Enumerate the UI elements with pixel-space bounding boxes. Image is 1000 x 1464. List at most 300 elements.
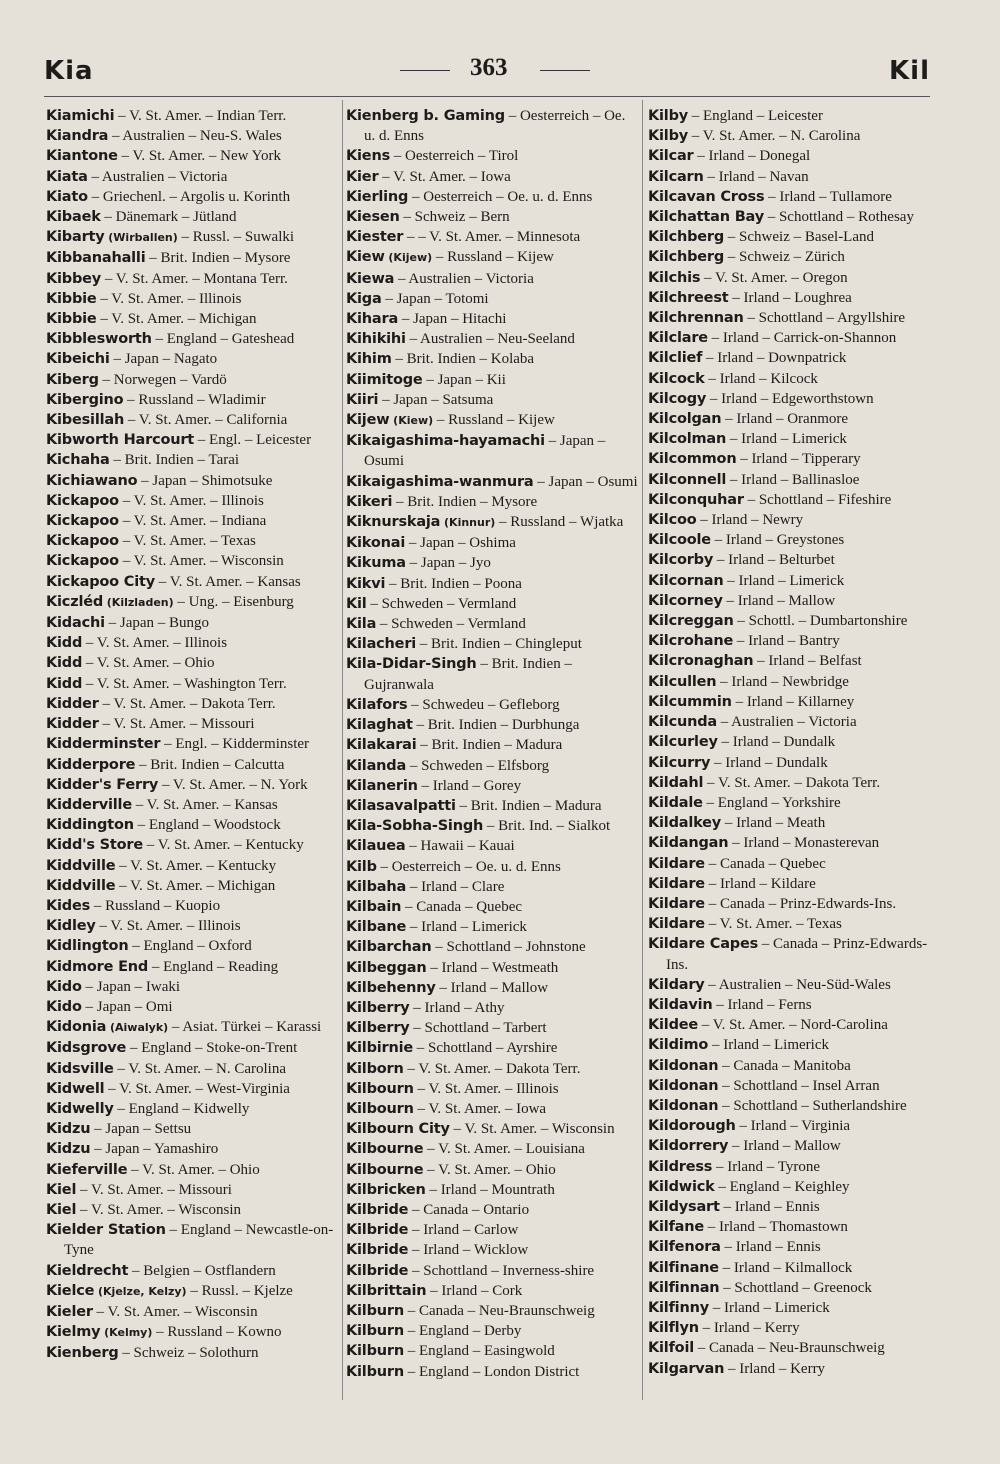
entry-name: Kilconquhar	[648, 491, 744, 508]
page-header	[0, 48, 1000, 92]
entry-location: – England – Keighley	[718, 1178, 850, 1195]
entry-name: Kilcarn	[648, 168, 704, 185]
entry-location: – Irland – Limerick	[727, 572, 845, 589]
entry-name: Kilcummin	[648, 693, 732, 710]
entry-location: – Irland – Gorey	[421, 777, 522, 794]
gazetteer-entry	[346, 1119, 638, 1139]
gazetteer-entry	[46, 896, 338, 916]
entry-name: Kilbourne	[346, 1161, 424, 1178]
entry-name: Kijew	[346, 412, 390, 429]
entry-location: – Russland – Wjatka	[499, 514, 624, 531]
entry-location: – Irland – Bantry	[736, 633, 840, 650]
gazetteer-entry	[648, 1258, 942, 1278]
entry-name: Kilaghat	[346, 717, 413, 734]
entry-location: – Irland – Ennis	[723, 1198, 820, 1215]
entry-location: – Irland – Newry	[700, 512, 804, 529]
entry-name: Kildonan	[648, 1097, 719, 1114]
entry-location: – Australien – Neu-Süd-Wales	[708, 976, 891, 993]
entry-name: Kilbride	[346, 1242, 409, 1259]
gazetteer-entry	[46, 613, 338, 633]
entry-location: – V. St. Amer. – Indian Terr.	[118, 108, 287, 124]
entry-alternate-name: (Kiew)	[393, 414, 434, 428]
entry-alternate-name: (Kjelze, Kelzy)	[98, 1284, 187, 1298]
entry-name: Kickapoo	[46, 492, 119, 509]
entry-location: – England – Kidwelly	[117, 1100, 250, 1117]
entry-location: – Hawaii – Kauai	[409, 838, 515, 855]
entry-name: Kidwell	[46, 1080, 105, 1097]
gazetteer-entry	[346, 533, 638, 553]
gazetteer-entry	[346, 634, 638, 654]
entry-name: Kibergino	[46, 391, 124, 408]
entry-name: Kierling	[346, 188, 409, 205]
entry-name: Kildorrery	[648, 1138, 729, 1155]
gazetteer-entry	[648, 409, 942, 429]
entry-name: Kibaek	[46, 209, 101, 226]
entry-name: Kilcock	[648, 370, 705, 387]
gazetteer-entry	[648, 146, 942, 166]
entry-name: Kilcullen	[648, 673, 717, 690]
gazetteer-entry	[346, 1341, 638, 1361]
gazetteer-entry	[346, 349, 638, 369]
entry-location: – England – Derby	[407, 1323, 522, 1340]
entry-name: Kikeri	[346, 493, 393, 510]
entry-name: Kila-Didar-Singh	[346, 656, 477, 673]
entry-location: – V. St. Amer. – New York	[121, 148, 281, 165]
entry-name: Kiel	[46, 1201, 77, 1218]
entry-location: – V. St. Amer. – Iowa	[417, 1100, 547, 1117]
entry-location: – Irland – Tullamore	[768, 188, 892, 205]
entry-location: – Irland – Cork	[430, 1282, 523, 1299]
entry-name: Kikuma	[346, 555, 406, 572]
entry-location: – Irland – Kildare	[708, 875, 816, 892]
entry-location: – Oesterreich – Oe. u. d. Enns	[364, 108, 626, 145]
gazetteer-entry	[46, 714, 338, 734]
entry-name: Kiddville	[46, 857, 116, 874]
gazetteer-entry	[346, 512, 638, 533]
gazetteer-entry	[346, 958, 638, 978]
entry-name: Kildavin	[648, 996, 713, 1013]
gazetteer-entry	[648, 1096, 942, 1116]
entry-name: Kildare	[648, 875, 705, 892]
entry-name: Kilb	[346, 858, 377, 875]
entry-location: – Australien – Neu-Seeland	[409, 331, 575, 348]
entry-column-3	[648, 106, 942, 1379]
gazetteer-entry	[46, 248, 338, 268]
gazetteer-entry	[46, 876, 338, 896]
entry-location: – Russland – Kijew	[436, 412, 555, 429]
entry-name: Kickapoo	[46, 533, 119, 550]
entry-name: Kilcommon	[648, 451, 737, 468]
gazetteer-entry	[648, 449, 942, 469]
column-divider	[342, 100, 343, 1400]
entry-name: Kilbehenny	[346, 979, 436, 996]
gazetteer-entry	[346, 247, 638, 268]
entry-name: Kidd	[46, 675, 83, 692]
entry-name: Kilchrennan	[648, 310, 744, 327]
entry-name: Kilflyn	[648, 1320, 699, 1337]
gazetteer-entry	[346, 1220, 638, 1240]
entry-name: Kilbarchan	[346, 939, 432, 956]
entry-location: – Irland – Tipperary	[740, 451, 861, 468]
entry-location: – V. St. Amer. – N. Carolina	[691, 128, 861, 145]
gazetteer-entry	[46, 1017, 338, 1038]
gazetteer-entry	[346, 877, 638, 897]
gazetteer-entry	[346, 1079, 638, 1099]
gazetteer-entry	[46, 653, 338, 673]
entry-location: – England – Reading	[151, 958, 279, 975]
gazetteer-entry	[648, 369, 942, 389]
entry-name: Kildonan	[648, 1077, 719, 1094]
gazetteer-entry	[346, 1099, 638, 1119]
gazetteer-entry	[346, 715, 638, 735]
entry-name: Kildahl	[648, 774, 704, 791]
entry-location: – V. St. Amer. – Louisiana	[427, 1141, 585, 1158]
entry-name: Kilakarai	[346, 737, 417, 754]
gazetteer-entry	[46, 1160, 338, 1180]
gazetteer-entry	[648, 914, 942, 934]
gazetteer-entry	[648, 732, 942, 752]
entry-name: Kilchberg	[648, 249, 725, 266]
entry-location: – Irland – Downpatrick	[706, 350, 847, 367]
entry-name: Kidd's Store	[46, 837, 144, 854]
gazetteer-entry	[648, 1035, 942, 1055]
entry-location: – V. St. Amer. – Texas	[708, 916, 842, 933]
entry-name: Kickapoo City	[46, 573, 155, 590]
gazetteer-entry	[46, 997, 338, 1017]
entry-location: – V. St. Amer. – West-Virginia	[108, 1080, 290, 1097]
gazetteer-entry	[346, 1281, 638, 1301]
entry-location: – Canada – Manitoba	[722, 1057, 851, 1074]
entry-location: – V. St. Amer. – Nord-Carolina	[701, 1017, 888, 1034]
gazetteer-entry	[46, 349, 338, 369]
gazetteer-entry	[46, 1281, 338, 1302]
gazetteer-entry	[46, 1343, 338, 1363]
entry-name: Kiew	[346, 249, 385, 266]
entry-name: Kilclare	[648, 330, 708, 347]
entry-name: Kibbie	[46, 311, 97, 328]
entry-name: Kiberg	[46, 371, 99, 388]
entry-name: Kilbourn	[346, 1100, 414, 1117]
gazetteer-entry	[346, 289, 638, 309]
entry-location: – Japan – Hitachi	[401, 311, 507, 328]
entry-location: – V. St. Amer. – Wisconsin	[79, 1201, 242, 1218]
gazetteer-entry	[46, 471, 338, 491]
entry-column-1	[46, 106, 338, 1364]
gazetteer-entry	[346, 857, 638, 877]
entry-location: – Schottland – Rothesay	[767, 209, 914, 226]
gazetteer-entry	[46, 916, 338, 936]
entry-location: – V. St. Amer. – Illinois	[122, 492, 264, 509]
gazetteer-entry	[346, 187, 638, 207]
entry-alternate-name: (Kinnur)	[444, 516, 496, 530]
entry-location: – Japan – Satsuma	[382, 391, 494, 408]
entry-name: Kidd	[46, 655, 83, 672]
entry-name: Kilbirnie	[346, 1040, 414, 1057]
entry-location: – England – Leicester	[691, 108, 823, 124]
gazetteer-entry	[648, 1015, 942, 1035]
gazetteer-entry	[346, 329, 638, 349]
entry-name: Kibblesworth	[46, 331, 152, 348]
entry-location: – Irland – Thomastown	[707, 1219, 848, 1236]
gazetteer-entry	[346, 836, 638, 856]
entry-name: Kiamichi	[46, 108, 115, 124]
gazetteer-entry	[346, 654, 638, 694]
entry-alternate-name: (Aiwalyk)	[109, 1021, 169, 1035]
entry-name: Kilcornan	[648, 572, 724, 589]
entry-name: Kilcoole	[648, 532, 711, 549]
entry-name: Kibarty	[46, 229, 105, 246]
entry-name: Kibbanahalli	[46, 250, 146, 267]
gazetteer-entry	[346, 1301, 638, 1321]
entry-location: – Irland – Mallow	[726, 592, 836, 609]
gazetteer-entry	[346, 1240, 638, 1260]
header-rule	[44, 96, 930, 97]
entry-location: – V. St. Amer. – Iowa	[382, 168, 511, 185]
entry-name: Kilclief	[648, 350, 703, 367]
gazetteer-entry	[648, 934, 942, 974]
entry-location: – Schottland – Fifeshire	[747, 491, 892, 508]
gazetteer-entry	[648, 348, 942, 368]
entry-name: Kilberry	[346, 1020, 410, 1037]
gazetteer-entry	[46, 1119, 338, 1139]
gazetteer-entry	[346, 1362, 638, 1382]
gazetteer-entry	[648, 813, 942, 833]
gazetteer-entry	[46, 511, 338, 531]
entry-location: – Norwegen – Vardö	[102, 371, 227, 388]
entry-name: Kilafors	[346, 696, 408, 713]
entry-name: Kilgarvan	[648, 1360, 725, 1377]
entry-location: – Irland – Edgeworthstown	[709, 390, 874, 407]
gazetteer-entry	[648, 429, 942, 449]
entry-location: – Schottland – Ayrshire	[416, 1040, 558, 1057]
entry-name: Kildress	[648, 1158, 713, 1175]
entry-name: Kidzu	[46, 1121, 91, 1138]
entry-location: – Canada – Ontario	[412, 1201, 530, 1218]
gazetteer-entry	[648, 1177, 942, 1197]
gazetteer-entry	[648, 894, 942, 914]
entry-location: – Schottland – Johnstone	[435, 939, 586, 956]
entry-location: – Brit. Indien – Tarai	[113, 452, 240, 469]
entry-location: – Japan – Bungo	[108, 615, 210, 632]
entry-location: – Irland – Athy	[413, 999, 505, 1016]
entry-name: Kildorough	[648, 1118, 736, 1135]
gazetteer-entry	[46, 1302, 338, 1322]
gazetteer-entry	[648, 1217, 942, 1237]
gazetteer-entry	[648, 651, 942, 671]
gazetteer-entry	[346, 492, 638, 512]
entry-name: Kildwick	[648, 1178, 715, 1195]
gazetteer-entry	[46, 106, 338, 126]
entry-name: Kiddington	[46, 817, 134, 834]
entry-name: Kildare	[648, 895, 705, 912]
entry-location: – Brit. Indien – Chingleput	[419, 636, 582, 653]
entry-location: – England – Woodstock	[137, 817, 281, 834]
entry-name: Kilburn	[346, 1343, 404, 1360]
entry-location: – Canada – Quebec	[708, 855, 826, 872]
entry-name: Kilcronaghan	[648, 653, 754, 670]
entry-name: Kidzu	[46, 1141, 91, 1158]
gazetteer-entry	[46, 167, 338, 187]
entry-location: – Schottland – Argyllshire	[747, 310, 906, 327]
entry-location: – Oesterreich – Tirol	[393, 148, 519, 165]
entry-location: – Oesterreich – Oe. u. d. Enns	[411, 188, 593, 205]
entry-name: Kilburn	[346, 1323, 404, 1340]
gazetteer-entry	[346, 553, 638, 573]
gazetteer-entry	[46, 410, 338, 430]
entry-location: – V. St. Amer. – California	[127, 412, 288, 429]
gazetteer-entry	[46, 187, 338, 207]
entry-location: – Irland – Loughrea	[732, 289, 852, 306]
entry-location: – England – Easingwold	[407, 1343, 555, 1360]
entry-name: Kilbaha	[346, 878, 407, 895]
entry-location: – V. St. Amer. – Dakota Terr.	[706, 774, 881, 791]
entry-location: – Irland – Limerick	[711, 1037, 829, 1054]
entry-name: Kilcunda	[648, 714, 717, 731]
entry-location: – Griechenl. – Argolis u. Korinth	[91, 188, 291, 205]
entry-location: – V. St. Amer. – Wisconsin	[453, 1121, 615, 1138]
gazetteer-entry	[46, 856, 338, 876]
entry-location: – Canada – Neu-Braunschweig	[407, 1302, 595, 1319]
entry-location: – Schweiz – Bern	[403, 209, 510, 226]
gazetteer-entry	[648, 1157, 942, 1177]
entry-name: Kibbey	[46, 270, 102, 287]
gazetteer-entry	[648, 874, 942, 894]
gazetteer-entry	[648, 1278, 942, 1298]
entry-name: Kickapoo	[46, 553, 119, 570]
entry-name: Kiato	[46, 188, 88, 205]
entry-name: Kilauea	[346, 838, 406, 855]
entry-name: Kidder's Ferry	[46, 776, 159, 793]
entry-location: – V. St. Amer. – N. York	[161, 776, 308, 793]
entry-name: Kidley	[46, 918, 96, 935]
gazetteer-entry	[46, 146, 338, 166]
entry-name: Kielmy	[46, 1324, 101, 1341]
gazetteer-entry	[346, 1059, 638, 1079]
entry-location: – England – Newcastle-on-Tyne	[64, 1222, 334, 1259]
entry-location: – Irland – Oranmore	[725, 411, 849, 428]
entry-location: – Irland – Killarney	[735, 693, 855, 710]
entry-location: – Schwedeu – Gefleborg	[411, 696, 560, 713]
entry-name: Kiga	[346, 290, 382, 307]
gazetteer-entry	[648, 591, 942, 611]
entry-location: – Japan – Oshima	[408, 535, 516, 552]
gazetteer-entry	[346, 106, 638, 146]
entry-location: – Australien – Victoria	[91, 168, 228, 185]
entry-location: – V. St. Amer. – Oregon	[704, 269, 848, 286]
entry-name: Kilcogy	[648, 390, 707, 407]
gazetteer-entry	[346, 370, 638, 390]
gazetteer-entry	[46, 309, 338, 329]
entry-name: Kidonia	[46, 1019, 107, 1036]
entry-location: – V. St. Amer. – Illinois	[417, 1080, 559, 1097]
entry-name: Kilchberg	[648, 229, 725, 246]
gazetteer-entry	[346, 472, 638, 492]
entry-location: – Schweiz – Basel-Land	[727, 229, 875, 246]
entry-location: – Australien – Neu-S. Wales	[111, 128, 282, 145]
gazetteer-entry	[648, 126, 942, 146]
entry-name: Kienberg	[46, 1345, 119, 1362]
entry-name: Kidderpore	[46, 756, 136, 773]
entry-location: – Japan – Settsu	[94, 1121, 192, 1138]
entry-name: Kikaigashima-hayamachi	[346, 433, 545, 450]
gazetteer-entry	[46, 551, 338, 571]
entry-location: – Engl. – Kidderminster	[164, 736, 310, 753]
entry-location: – Japan – Kii	[426, 371, 506, 388]
entry-name: Kido	[46, 998, 82, 1015]
entry-location: – V. St. Amer. – Illinois	[100, 290, 242, 307]
entry-name: Kiiri	[346, 391, 379, 408]
entry-name: Kilburn	[346, 1363, 404, 1380]
entry-name: Kildale	[648, 794, 703, 811]
gazetteer-entry	[648, 1116, 942, 1136]
entry-location: – Irland – Donegal	[697, 148, 811, 165]
entry-name: Kilfoil	[648, 1340, 694, 1357]
entry-name: Kilcolman	[648, 431, 727, 448]
entry-location: – Schweden – Vermland	[379, 616, 526, 633]
gazetteer-entry	[648, 975, 942, 995]
entry-name: Kilbourne	[346, 1141, 424, 1158]
gazetteer-entry	[346, 574, 638, 594]
gazetteer-entry	[346, 410, 638, 431]
entry-location: – Irland – Monasterevan	[732, 835, 880, 852]
gazetteer-entry	[46, 815, 338, 835]
entry-location: – V. St. Amer. – Illinois	[99, 918, 241, 935]
gazetteer-entry	[648, 611, 942, 631]
gazetteer-entry	[46, 1200, 338, 1220]
entry-name: Kichiawano	[46, 472, 138, 489]
entry-name: Kienberg b. Gaming	[346, 108, 505, 124]
entry-name: Kildare	[648, 916, 705, 933]
entry-location: – Irland – Ennis	[724, 1239, 821, 1256]
entry-location: – V. St. Amer. – Ohio	[85, 655, 215, 672]
entry-name: Kilfinny	[648, 1299, 709, 1316]
gazetteer-entry	[46, 835, 338, 855]
entry-name: Kilanda	[346, 757, 407, 774]
entry-location: – Schweiz – Solothurn	[122, 1345, 259, 1362]
gazetteer-entry	[648, 854, 942, 874]
entry-name: Kilacheri	[346, 636, 417, 653]
gazetteer-entry	[648, 1359, 942, 1379]
gazetteer-entry	[648, 1197, 942, 1217]
entry-name: Kildangan	[648, 835, 729, 852]
gazetteer-entry	[346, 735, 638, 755]
header-dash-left	[400, 70, 450, 71]
page-number: 363	[470, 54, 508, 81]
entry-name: Kiesen	[346, 209, 400, 226]
entry-name: Kibworth Harcourt	[46, 432, 195, 449]
entry-location: – Brit. Indien – Mysore	[395, 493, 538, 510]
entry-location: – Irland – Clare	[409, 878, 505, 895]
entry-name: Kilbride	[346, 1222, 409, 1239]
entry-location: – V. St. Amer. – Montana Terr.	[104, 270, 288, 287]
entry-location: – Irland – Carrick-on-Shannon	[711, 330, 897, 347]
entry-name: Kilfenora	[648, 1239, 721, 1256]
entry-name: Kilbane	[346, 919, 407, 936]
gazetteer-entry	[46, 1099, 338, 1119]
entry-name: Kildare	[648, 855, 705, 872]
entry-name: Kildee	[648, 1017, 699, 1034]
gazetteer-entry	[346, 227, 638, 247]
gazetteer-entry	[648, 510, 942, 530]
gazetteer-entry	[346, 309, 638, 329]
gazetteer-entry	[346, 390, 638, 410]
entry-location: – Russl. – Kjelze	[190, 1282, 293, 1299]
gazetteer-entry	[346, 917, 638, 937]
entry-name: Kilcurry	[648, 754, 711, 771]
gazetteer-entry	[46, 1180, 338, 1200]
entry-location: – Irland – Mountrath	[429, 1181, 555, 1198]
entry-location: – England – London District	[407, 1363, 580, 1380]
